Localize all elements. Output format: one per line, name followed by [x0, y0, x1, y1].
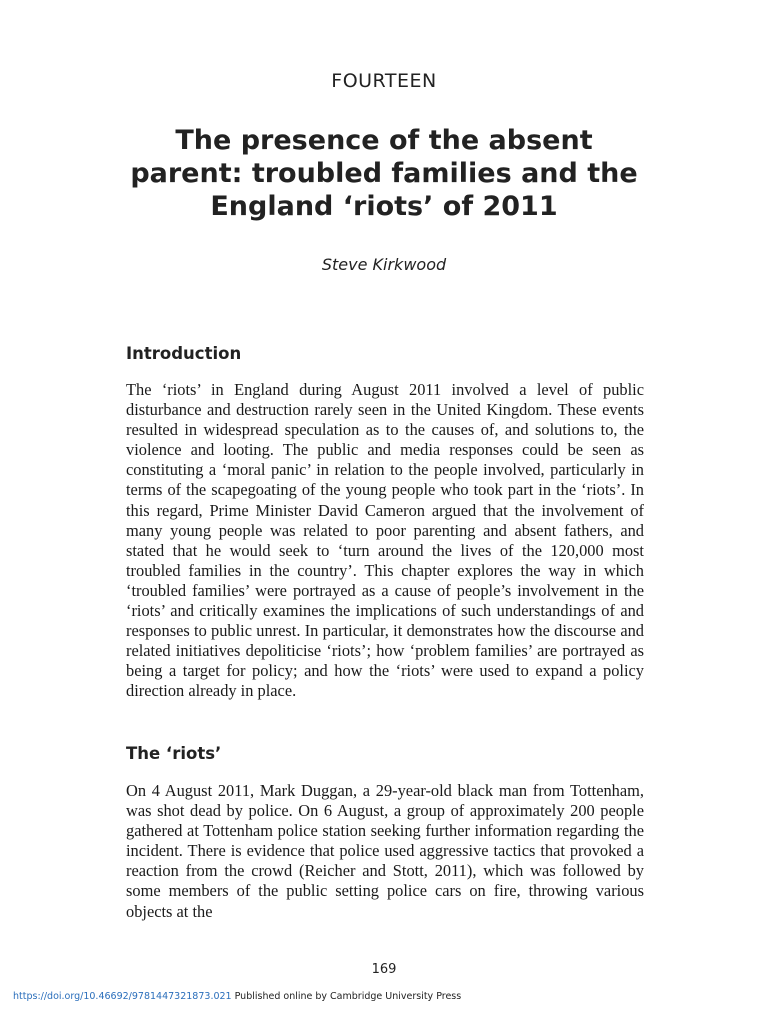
section-heading-introduction: Introduction [126, 344, 242, 363]
page-number: 169 [371, 962, 397, 977]
chapter-author: Steve Kirkwood [321, 255, 447, 274]
section-heading-riots: The ‘riots’ [126, 744, 222, 763]
doi-link[interactable]: https://doi.org/10.46692/9781447321873.021 [13, 991, 232, 1002]
chapter-title: The presence of the absent parent: troubled families and the England ‘riots’ of 2011 [130, 125, 638, 222]
riots-paragraph: On 4 August 2011, Mark Duggan, a 29-year-old black man from Tottenham, was shot dead by police. On 6 August, a group of approximately 200 people gathered at Tottenham police station seeking further information regarding the incident. There is evidence that police used aggressive tactics that provoked a reaction from the crowd (Reicher and Stott, 2011), which was followed by some members of the public setting police cars on fire, throwing various objects at the [126, 781, 644, 921]
publisher-note: Published online by Cambridge University Press [234, 991, 462, 1002]
introduction-paragraph: The ‘riots’ in England during August 2011 involved a level of public disturbance and destruction rarely seen in the United Kingdom. These events resulted in widespread speculation as to the causes of, and solutions to, the violence and looting. The public and media responses could be seen as constituting a ‘moral panic’ in relation to the people involved, particularly in terms of the scapegoating of the young people who took part in the ‘riots’. In this regard, Prime Minister David Cameron argued that the involvement of many young people was related to poor parenting and absent fathers, and stated that he would seek to ‘turn around the lives of the 120,000 most troubled families in the country’. This chapter explores the way in which ‘troubled families’ were portrayed as a cause of people’s involvement in the ‘riots’ and critically examines the implications of such understandings of and responses to public unrest. In particular, it demonstrates how the discourse and related initiatives depoliticise ‘riots’; how ‘problem families’ are portrayed as being a target for policy; and how the ‘riots’ were used to expand a policy direction already in place. [126, 380, 644, 701]
footer-citation [13, 991, 461, 1002]
chapter-label: FOURTEEN [331, 70, 437, 92]
